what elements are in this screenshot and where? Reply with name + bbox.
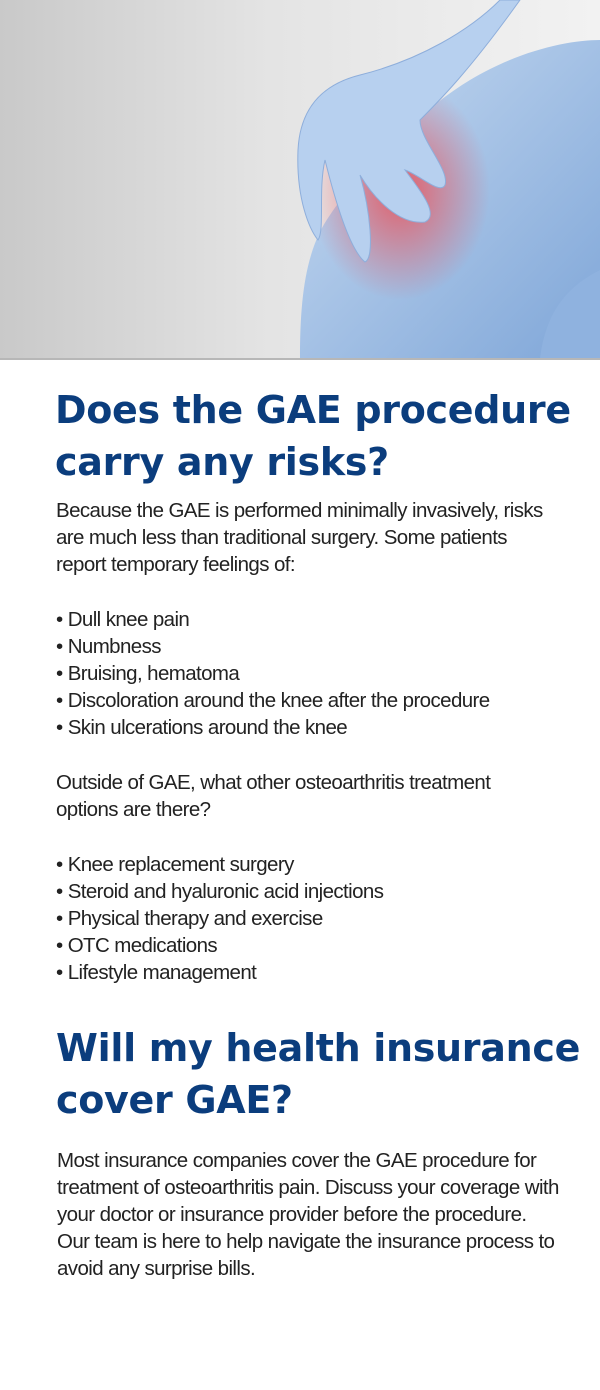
insurance-heading-line2: cover GAE?: [56, 1078, 293, 1122]
hero-divider: [0, 358, 600, 360]
list-item: • Steroid and hyaluronic acid injections: [56, 878, 576, 905]
risks-heading-line1: Does the GAE procedure: [55, 388, 571, 432]
list-item: • Numbness: [56, 633, 576, 660]
list-item: • Discoloration around the knee after the procedure: [56, 687, 576, 714]
options-question: Outside of GAE, what other osteoarthritis treatment options are there?: [56, 771, 491, 821]
insurance-heading-line1: Will my health insurance: [56, 1026, 581, 1070]
list-item: • Bruising, hematoma: [56, 660, 576, 687]
insurance-heading: [56, 1022, 580, 1126]
list-item: • Dull knee pain: [56, 606, 576, 633]
list-item: • Lifestyle management: [56, 959, 576, 986]
hero-image: [0, 0, 600, 358]
risks-heading-line2: carry any risks?: [55, 440, 389, 484]
list-item: • Skin ulcerations around the knee: [56, 714, 576, 741]
knee-pain-illustration: [0, 0, 600, 358]
list-item: • Physical therapy and exercise: [56, 905, 576, 932]
insurance-body: Most insurance companies cover the GAE procedure for treatment of osteoarthritis pain. Discuss your coverage with your doctor or insurance provider before the procedure. Our team is here to help navigate the insurance process to avoid any surprise bills.: [57, 1149, 559, 1280]
risks-list: [56, 606, 576, 741]
list-item: • Knee replacement surgery: [56, 851, 576, 878]
risks-heading: [55, 384, 571, 488]
options-list: [56, 851, 576, 986]
risks-intro: Because the GAE is performed minimally invasively, risks are much less than traditional surgery. Some patients report temporary feelings of:: [56, 499, 543, 576]
list-item: • OTC medications: [56, 932, 576, 959]
